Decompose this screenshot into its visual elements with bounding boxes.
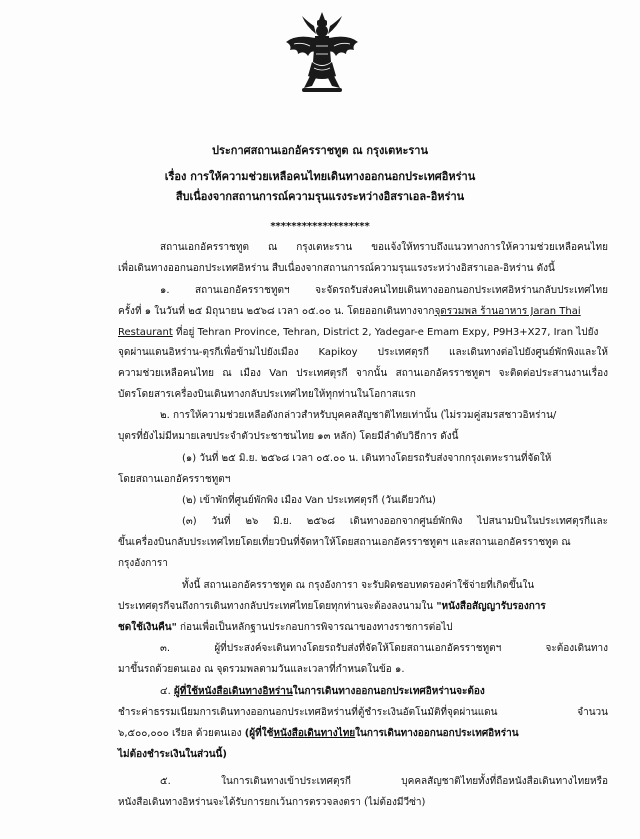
intro-line-2: เพื่อเดินทางออกนอกประเทศอิหร่าน สืบเนื่องจากสถานการณ์ความรุนแรงระหว่างอิสราเอล-อิหร่าน ดังนี้ (118, 263, 555, 274)
meeting-point-text: จุดรวมพล ร้านอาหาร Jaran Thai (434, 306, 581, 317)
step-2-line: (๒) เข้าพักที่ศูนย์พักพิง เมือง Van ประเทศตุรกี (วันเดียวกัน) (182, 495, 436, 506)
step-3-line-3: กรุงอังการา (118, 558, 168, 569)
thai-passport-text: หนังสือเดินทางไทย (273, 728, 356, 739)
para-1-line-3 (118, 326, 598, 339)
announcement-title: ประกาศสถานเอกอัครราชทูต ณ กรุงเตหะราน (211, 144, 428, 157)
para-4-number: ๔. (160, 686, 174, 697)
separator-stars: ******************* (270, 221, 370, 232)
step-3-line-2: ขึ้นเครื่องบินกลับประเทศไทยโดยเที่ยวบินที่จัดหาให้โดยสถานเอกอัครราชทูตฯ และสถานเอกอัครราชทูต ณ (118, 537, 571, 548)
thai-passport-prefix: (ผู้ที่ใช้ (244, 728, 274, 739)
note-line-2 (118, 600, 546, 613)
para-1-line-6: บัตรโดยสารเครื่องบินเดินทางกลับประเทศไทยให้ทุกท่านในโอกาสแรก (118, 389, 416, 400)
para-2-line-2: บุตรที่ยังไม่มีหมายเลขประจำตัวประชาชนไทย ๑๓ หลัก) โดยมีลำดับวิธีการ ดังนี้ (118, 431, 459, 442)
para-1-date-text: ครั้งที่ ๑ ในวันที่ ๒๕ มิถุนายน ๒๕๖๘ เวลา ๐๕.๐๐ น. โดยออกเดินทางจาก (118, 306, 435, 317)
restaurant-text: Restaurant (118, 327, 173, 338)
para-4-line-4: ไม่ต้องชำระเงินในส่วนนี้) (118, 749, 227, 760)
note-line-3 (118, 621, 453, 634)
para-3-line-1: ๓. ผู้ที่ประสงค์จะเดินทางโดยรถรับส่งที่จัดให้โดยสถานเอกอัครราชทูตฯ จะต้องเดินทาง (160, 643, 608, 654)
iran-passport-text: ผู้ที่ใช้หนังสือเดินทางอิหร่าน (173, 686, 293, 697)
garuda-emblem-icon (286, 12, 358, 94)
para-4-line-2: ชำระค่าธรรมเนียมการเดินทางออกนอกประเทศอิหร่านที่ตู้ชำระเงินอัตโนมัติที่จุดผ่านแดน จำนวน (118, 707, 608, 718)
para-4-heading-text: ในการเดินทางออกนอกประเทศอิหร่านจะต้อง (292, 686, 485, 697)
intro-line-1: สถานเอกอัครราชทูต ณ กรุงเตหะราน ขอแจ้งให้ทราบถึงแนวทางการให้ความช่วยเหลือคนไทย (160, 242, 608, 253)
step-1-line-2: โดยสถานเอกอัครราชทูตฯ (118, 474, 231, 485)
para-1-line-4: จุดผ่านแดนอิหร่าน-ตุรกีเพื่อข้ามไปยังเมือง Kapikoy ประเทศตุรกี และเดินทางต่อไปยังศูนย์พักพิงและให้ (118, 347, 608, 358)
step-3-line-1: (๓) วันที่ ๒๖ มิ.ย. ๒๕๖๘ เดินทางออกจากศูนย์พักพิง ไปสนามบินในประเทศตุรกีและ (182, 516, 608, 527)
garuda-emblem-graphic (286, 12, 358, 94)
note-contract-text: "หนังสือสัญญารับรองการ (436, 601, 546, 612)
para-4-line-3 (118, 727, 519, 740)
para-1-line-5: ความช่วยเหลือคนไทย ณ เมือง Van ประเทศตุรกี จากนั้น สถานเอกอัครราชทูตฯ จะติดต่อประสานงานเรื่อง (118, 368, 608, 379)
note-text-b: ก่อนเพื่อเป็นหลักฐานประกอบการพิจารณาของทางราชการต่อไป (176, 622, 453, 633)
thai-passport-suffix: ในการเดินทางออกนอกประเทศอิหร่าน (355, 728, 519, 739)
para-4-line-1 (160, 685, 485, 698)
para-3-line-2: มาขึ้นรถด้วยตนเอง ณ จุดรวมพลตามวันและเวลาที่กำหนดในข้อ ๑. (118, 664, 405, 675)
note-refund-text: ชดใช้เงินคืน" (118, 622, 177, 633)
para-5-line-2: หนังสือเดินทางอิหร่านจะได้รับการยกเว้นการตรวจลงตรา (ไม่ต้องมีวีซ่า) (118, 797, 426, 808)
address-text: ที่อยู่ Tehran Province, Tehran, District 2, Yadegar-e Emam Expy, P9H3+X27, Iran ไปยัง (172, 327, 599, 338)
fee-amount-text: ๖,๕๐๐,๐๐๐ เรียล ด้วยตนเอง (118, 728, 245, 739)
note-line-1: ทั้งนี้ สถานเอกอัครราชทูต ณ กรุงอังการา จะรับผิดชอบทดรองค่าใช้จ่ายที่เกิดขึ้นใน (182, 580, 535, 591)
subject-line-2: สืบเนื่องจากสถานการณ์ความรุนแรงระหว่างอิสราเอล-อิหร่าน (175, 190, 465, 203)
para-1-line-1: ๑. สถานเอกอัครราชทูตฯ จะจัดรถรับส่งคนไทยเดินทางออกนอกประเทศอิหร่านกลับประเทศไทย (160, 285, 608, 296)
para-5-line-1: ๕. ในการเดินทางเข้าประเทศตุรกี บุคคลสัญชาติไทยทั้งที่ถือหนังสือเดินทางไทยหรือ (160, 776, 608, 787)
para-2-line-1: ๒. การให้ความช่วยเหลือดังกล่าวสำหรับบุคคลสัญชาติไทยเท่านั้น (ไม่รวมคู่สมรสชาวอิหร่าน/ (160, 410, 557, 421)
para-1-line-2 (118, 305, 608, 318)
note-text-a: ประเทศตุรกีจนถึงการเดินทางกลับประเทศไทยโดยทุกท่านจะต้องลงนามใน (118, 601, 437, 612)
step-1-line-1: (๑) วันที่ ๒๕ มิ.ย. ๒๕๖๘ เวลา ๐๕.๐๐ น. เดินทางโดยรถรับส่งจากกรุงเตหะรานที่จัดให้ (182, 453, 552, 464)
subject-line-1: เรื่อง การให้ความช่วยเหลือคนไทยเดินทางออกนอกประเทศอิหร่าน (164, 170, 476, 183)
